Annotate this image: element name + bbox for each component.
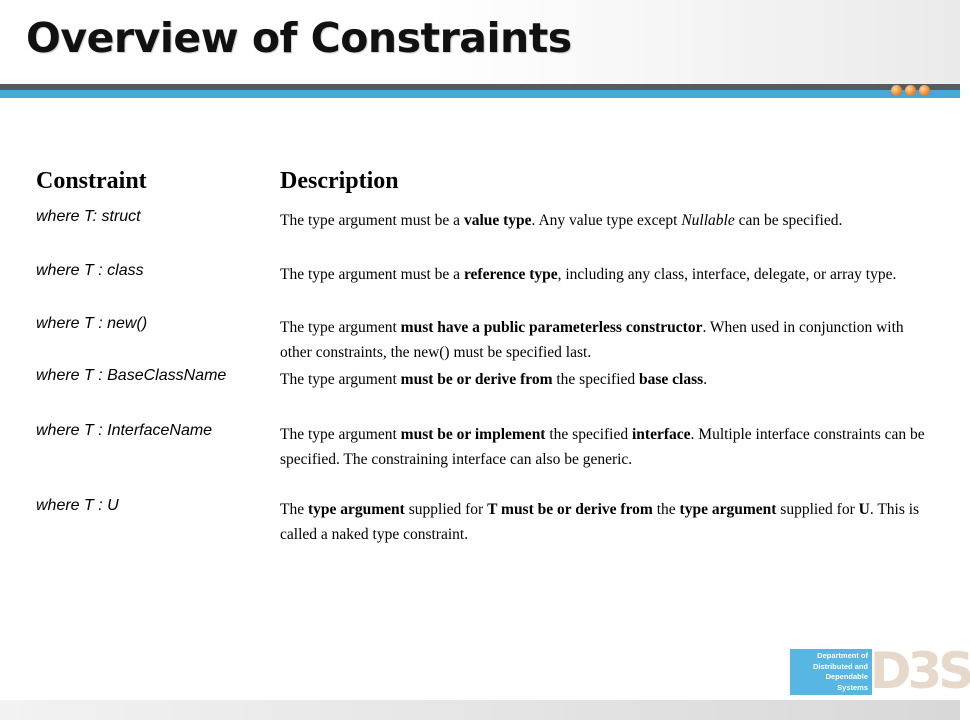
column-header-description: Description — [280, 168, 399, 194]
logo-line: Systems — [837, 682, 868, 692]
constraint-description: The type argument supplied for T must be or derive from the type argument supplied for U. This is called a naked type constraint. — [280, 501, 920, 543]
constraint-description: The type argument must be or implement the specified interface. Multiple interface constraints can be specified. The constraining interface can also be generic. — [280, 426, 925, 468]
constraint-term: where T : class — [36, 262, 144, 279]
table-row — [0, 422, 960, 482]
d3s-logo-mark: D3S — [870, 642, 970, 700]
constraint-description: The type argument must be a value type. Any value type except Nullable can be specified. — [280, 212, 843, 229]
column-header-constraint: Constraint — [36, 168, 147, 194]
footer-band — [0, 700, 960, 720]
table-row — [0, 315, 960, 375]
orange-dot-icon — [905, 85, 916, 96]
constraint-term: where T: struct — [36, 208, 141, 225]
table-row — [0, 367, 960, 427]
header-rule-blue — [0, 90, 960, 98]
table-row — [0, 208, 960, 268]
table-row — [0, 497, 960, 557]
logo-line: Department of — [817, 651, 868, 660]
logo-text — [790, 649, 872, 695]
constraint-description: The type argument must be a reference type, including any class, interface, delegate, or array type. — [280, 266, 897, 283]
constraint-term: where T : BaseClassName — [36, 367, 227, 384]
constraint-term: where T : InterfaceName — [36, 422, 213, 439]
constraint-term: where T : U — [36, 497, 119, 514]
orange-dot-icon — [891, 85, 902, 96]
d3s-logo — [790, 642, 970, 700]
header-dots — [891, 85, 930, 97]
logo-line: Distributed and — [812, 661, 868, 671]
logo-line: Dependable — [825, 672, 868, 681]
table-row — [0, 262, 960, 322]
constraint-term: where T : new() — [36, 315, 148, 332]
slide-title: Overview of Constraints — [26, 14, 572, 62]
constraint-description: The type argument must have a public parameterless constructor. When used in conjunction with other constraints, the new() must be specified last. — [280, 319, 904, 361]
orange-dot-icon — [919, 85, 930, 96]
constraint-description: The type argument must be or derive from the specified base class. — [280, 371, 708, 388]
